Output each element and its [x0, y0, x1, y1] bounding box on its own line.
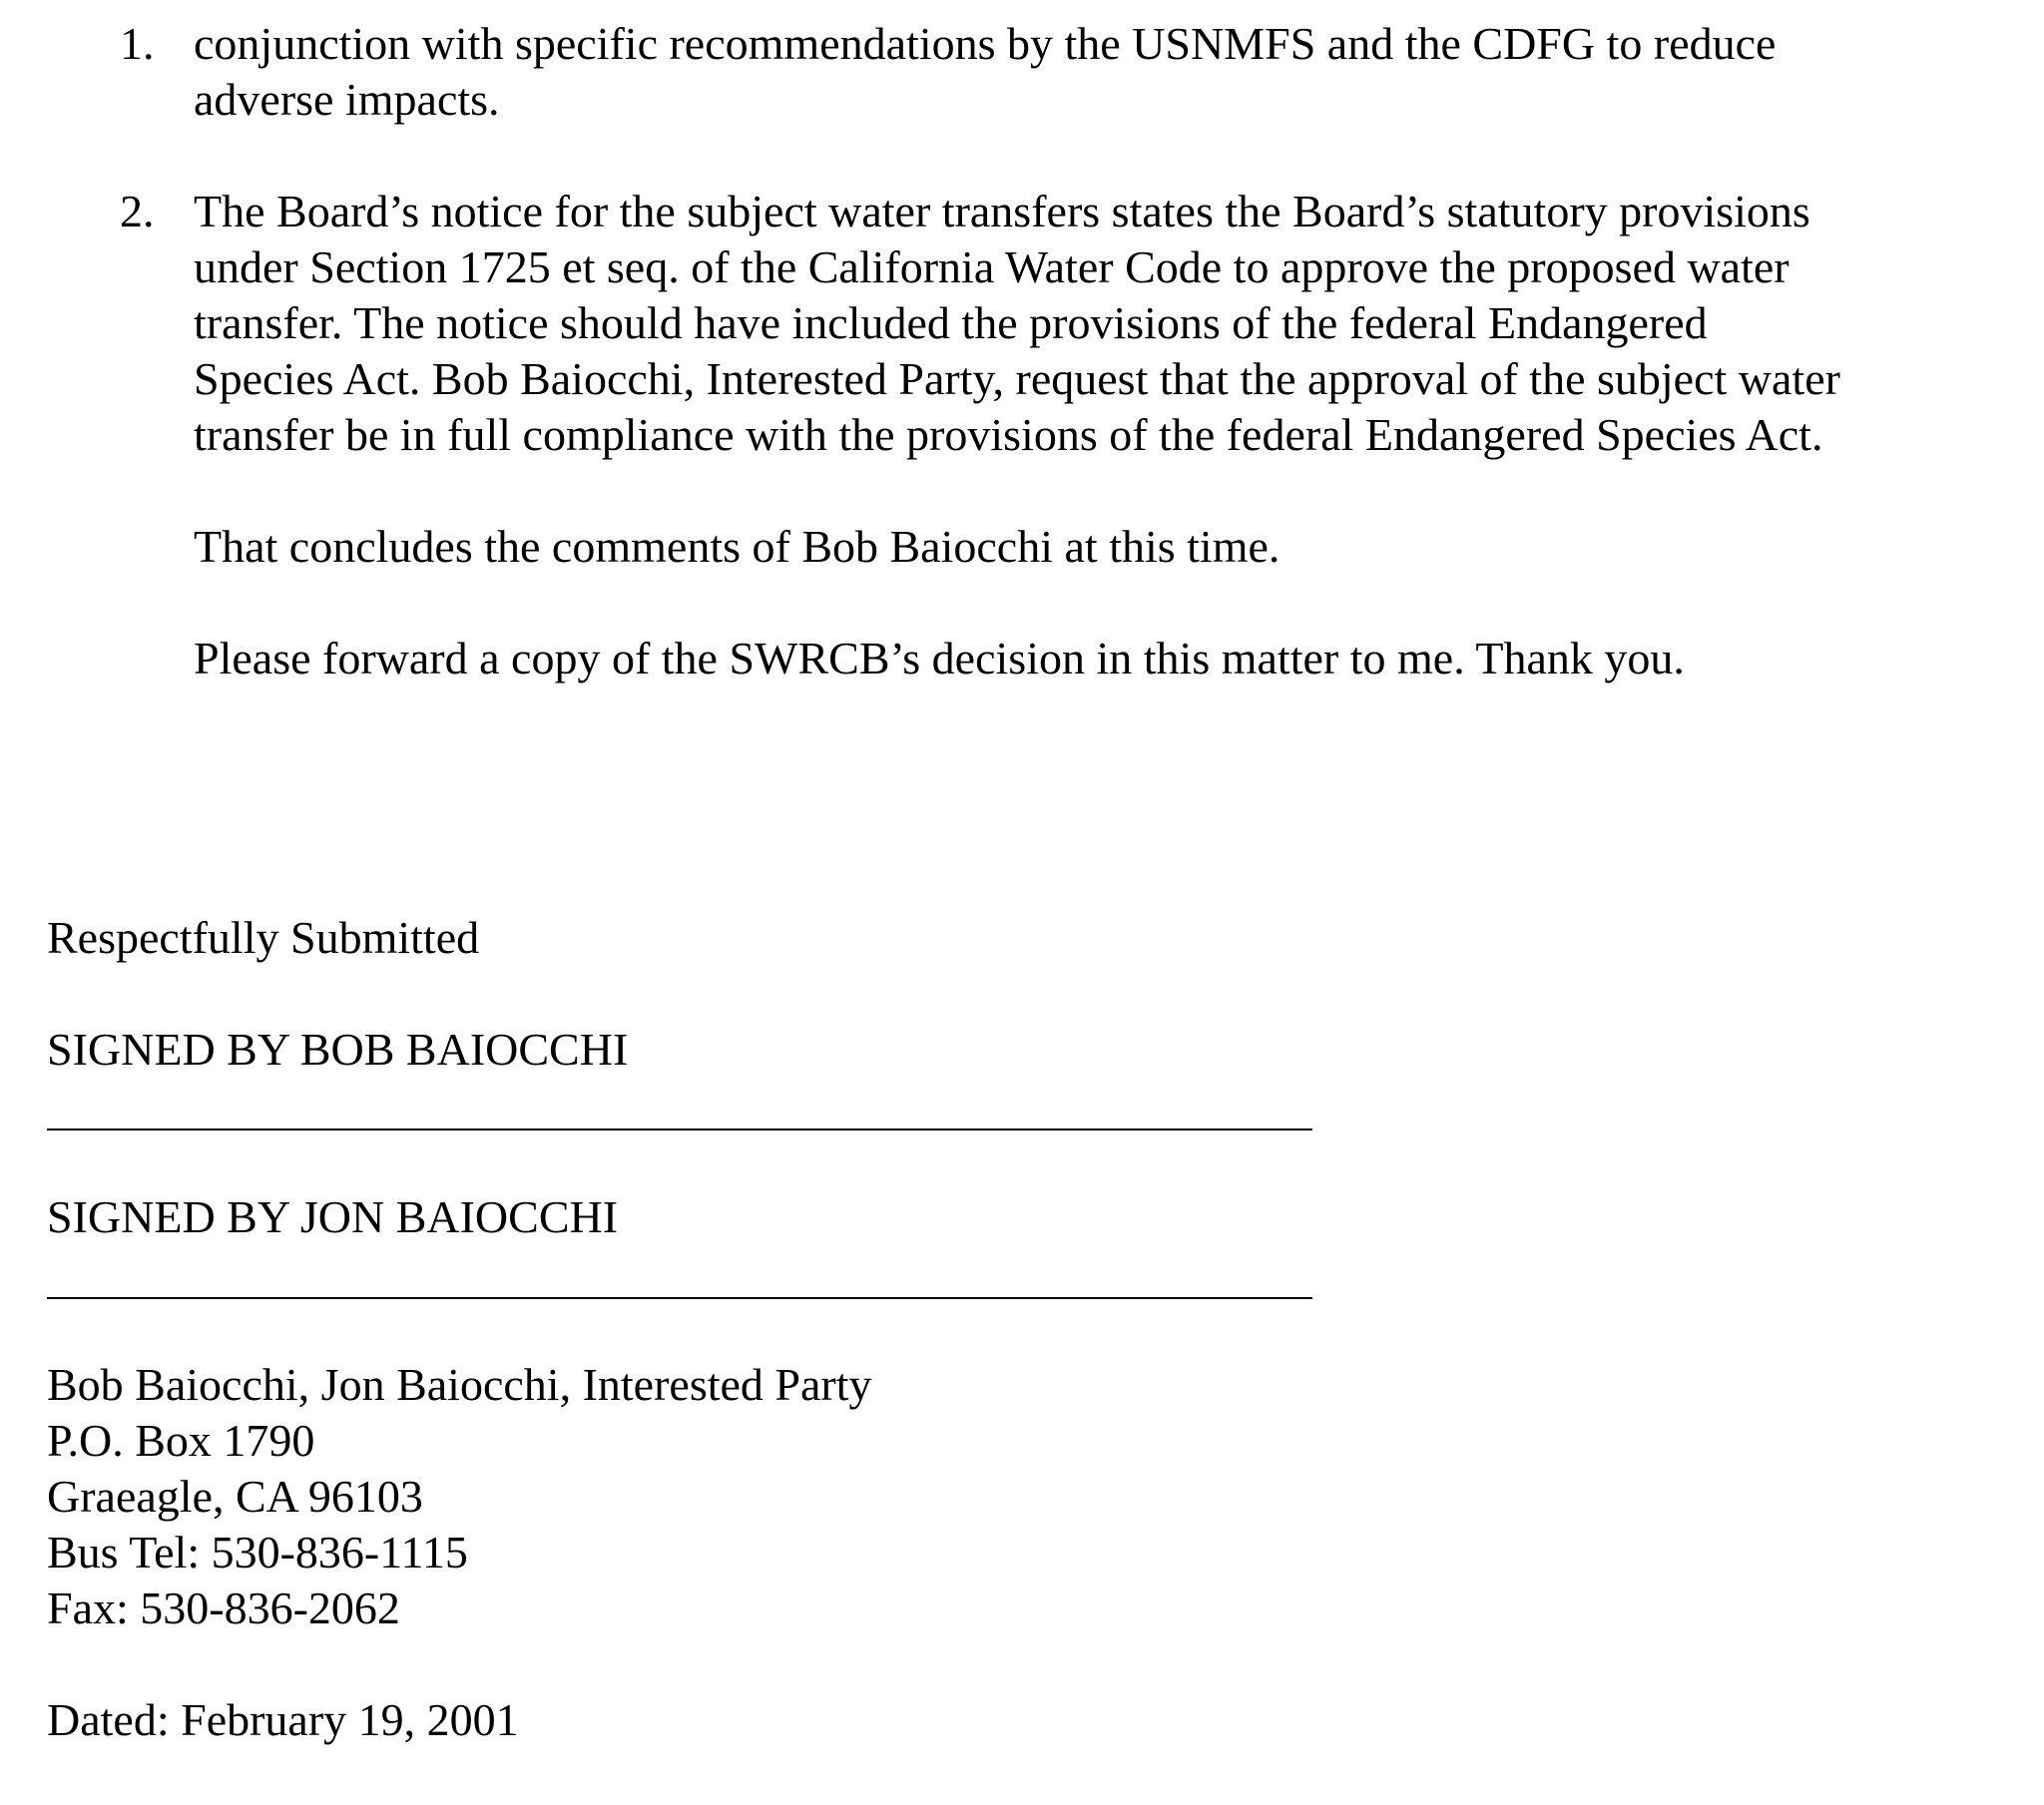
signature-bob: SIGNED BY BOB BAIOCCHI	[47, 1024, 629, 1075]
list-item-number: 1.	[120, 18, 155, 69]
address-city: Graeagle, CA 96103	[47, 1471, 423, 1522]
conclusion-paragraph: That concludes the comments of Bob Baiocchi at this time.	[194, 521, 1280, 572]
list-item-text	[194, 184, 1980, 463]
dated-text: Dated: February 19, 2001	[47, 1694, 519, 1745]
text-line: The Board’s notice for the subject water transfers states the Board’s statutory provisions	[194, 186, 1810, 236]
address-block	[47, 1357, 872, 1636]
list-item-text	[194, 16, 1980, 128]
text-line: adverse impacts.	[194, 74, 500, 125]
list-item-number: 2.	[120, 186, 155, 236]
text-line: transfer be in full compliance with the provisions of the federal Endangered Species Act.	[194, 409, 1823, 460]
address-po-box: P.O. Box 1790	[47, 1415, 315, 1466]
text-line: conjunction with specific recommendations by the USNMFS and the CDFG to reduce	[194, 18, 1777, 69]
text-line: Species Act. Bob Baiocchi, Interested Party, request that the approval of the subject water	[194, 353, 1840, 404]
address-fax: Fax: 530-836-2062	[47, 1582, 400, 1633]
address-phone: Bus Tel: 530-836-1115	[47, 1527, 468, 1578]
closing-text: Respectfully Submitted	[47, 912, 480, 963]
text-line: transfer. The notice should have included the provisions of the federal Endangered	[194, 297, 1708, 348]
signature-jon: SIGNED BY JON BAIOCCHI	[47, 1191, 619, 1242]
signature-line-2	[47, 1297, 1312, 1299]
address-name: Bob Baiocchi, Jon Baiocchi, Interested Party	[47, 1359, 872, 1410]
request-paragraph: Please forward a copy of the SWRCB’s decision in this matter to me. Thank you.	[194, 633, 1685, 683]
text-line: under Section 1725 et seq. of the California Water Code to approve the proposed water	[194, 241, 1789, 292]
signature-line-1	[47, 1128, 1312, 1130]
